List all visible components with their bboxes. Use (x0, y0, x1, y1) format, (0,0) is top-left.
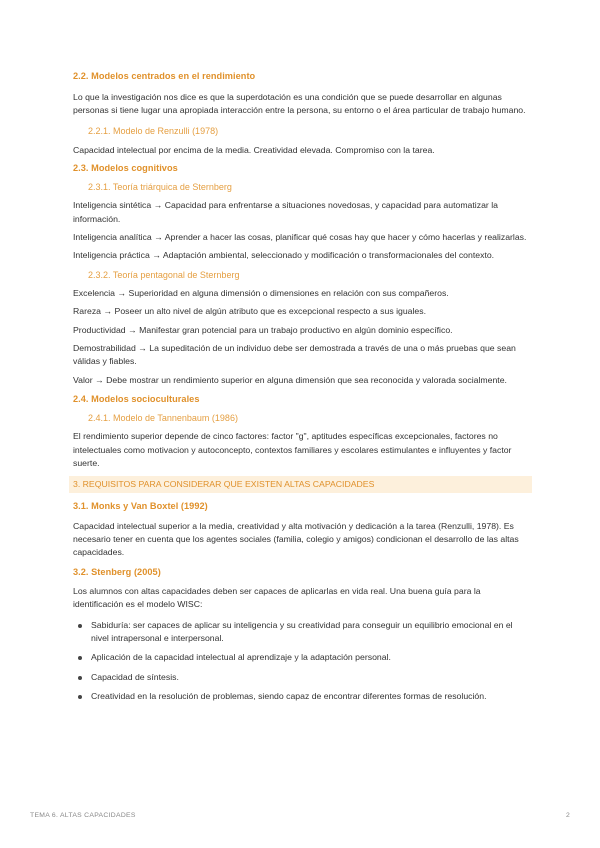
monks-text: Capacidad intelectual superior a la media, creatividad y alta motivación y dedicación a la tarea (Renzulli, 1978). Es necesario tener en cuenta que los agentes sociales (familia, colegio y amigos) condicionan el desarrollo de las altas capacidades. (73, 520, 519, 558)
renzulli-text: Capacidad intelectual por encima de la media. Creatividad elevada. Compromiso con la tarea. (73, 144, 435, 155)
productividad: Productividad → Manifestar gran potencial para un trabajo productivo en algún dominio específico. (73, 324, 453, 335)
section-2-3-heading: 2.3. Modelos cognitivos (73, 163, 178, 174)
list-item: Aplicación de la capacidad intelectual al aprendizaje y la adaptación personal. (73, 651, 528, 664)
stenberg-text: Los alumnos con altas capacidades deben ser capaces de aplicarlas en vida real. Una buena guía para la identificación es el modelo WISC: (73, 585, 481, 610)
tannenbaum-text: El rendimiento superior depende de cinco factores: factor "g", aptitudes específicas excepcionales, factores no intelectuales como motivacion y autoconcepto, contextos familiares y escolares estimulantes e influyentes y factor suerte. (73, 431, 512, 469)
section-2-2-heading: 2.2. Modelos centrados en el rendimiento (73, 71, 256, 81)
demostrabilidad: Demostrabilidad → La supeditación de un individuo debe ser demostrada a través de una o más pruebas que sean válidas y fiables. (73, 343, 516, 367)
list-item: Capacidad de síntesis. (73, 671, 528, 684)
section-3-band-heading: 3. REQUISITOS PARA CONSIDERAR QUE EXISTEN ALTAS CAPACIDADES (69, 476, 532, 493)
section-2-2-intro: Lo que la investigación nos dice es que la superdotación es una condición que se puede desarrollar en algunas personas si tiene lugar una apropiada interacción entre la persona, su entorno o el área particular de trabajo humano. (73, 92, 526, 116)
inteligencia-sintetica: Inteligencia sintética → Capacidad para enfrentarse a situaciones novedosas, y capacidad para automatizar la información. (73, 200, 498, 224)
subsection-2-3-2-heading: 2.3.2. Teoría pentagonal de Sternberg (88, 269, 240, 280)
inteligencia-analitica: Inteligencia analítica → Aprender a hacer las cosas, planificar qué cosas hay que hacer y cómo hacerlas y realizarlas. (73, 232, 527, 243)
subsection-2-4-1-heading: 2.4.1. Modelo de Tannenbaum (1986) (88, 413, 238, 424)
page-content (73, 70, 528, 704)
footer-title: TEMA 6. ALTAS CAPACIDADES (30, 812, 136, 819)
subsection-2-2-1-heading: 2.2.1. Modelo de Renzulli (1978) (88, 125, 219, 136)
section-2-4-heading: 2.4. Modelos socioculturales (73, 394, 200, 405)
section-3-2-heading: 3.2. Stenberg (2005) (73, 566, 161, 577)
wisc-list (73, 619, 528, 704)
section-3-1-heading: 3.1. Monks y Van Boxtel (1992) (73, 500, 208, 511)
page-number: 2 (566, 812, 570, 819)
inteligencia-practica: Inteligencia práctica → Adaptación ambiental, seleccionado y modificación o transformacionales del contexto. (73, 250, 495, 261)
list-item: Sabiduría: ser capaces de aplicar su inteligencia y su creatividad para conseguir un equilibrio emocional en el nivel intrapersonal e interpersonal. (73, 619, 528, 646)
excelencia: Excelencia → Superioridad en alguna dimensión o dimensiones en relación con sus compañeros. (73, 287, 449, 298)
rareza: Rareza → Poseer un alto nivel de algún atributo que es excepcional respecto a sus iguales. (73, 306, 427, 317)
subsection-2-3-1-heading: 2.3.1. Teoría triárquica de Sternberg (88, 182, 232, 193)
list-item: Creatividad en la resolución de problemas, siendo capaz de encontrar diferentes formas de resolución. (73, 690, 528, 703)
valor: Valor → Debe mostrar un rendimiento superior en alguna dimensión que sea reconocida y valorada socialmente. (73, 374, 507, 385)
